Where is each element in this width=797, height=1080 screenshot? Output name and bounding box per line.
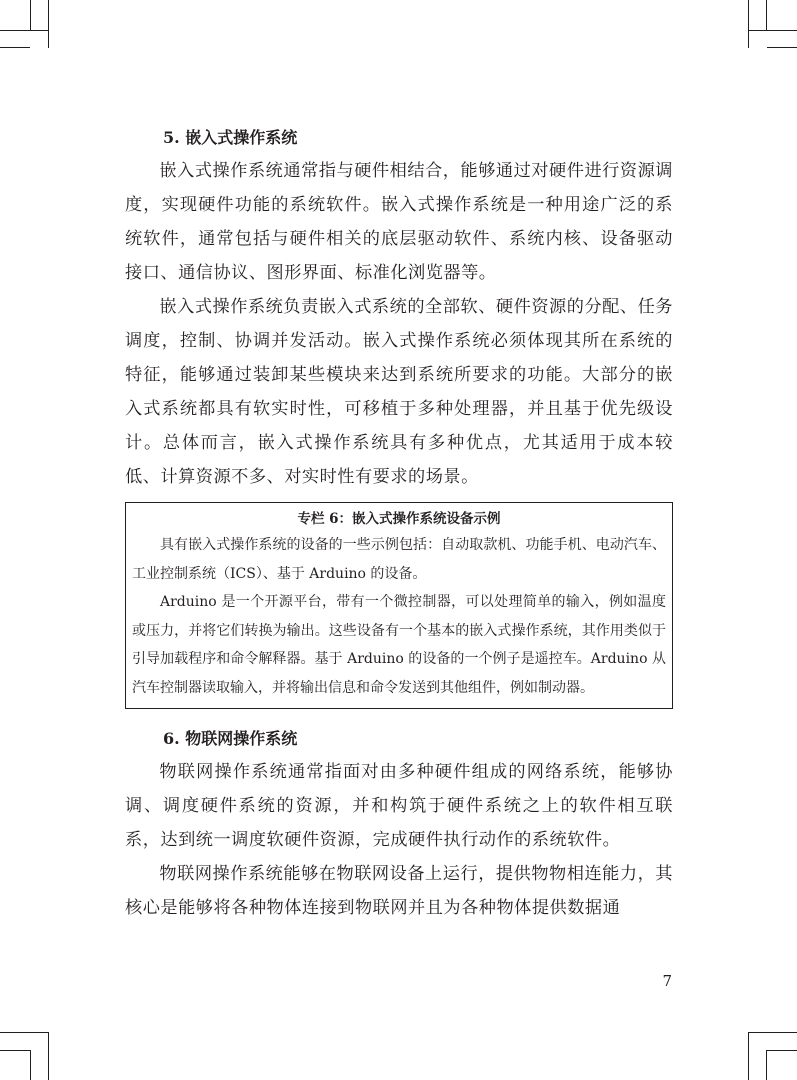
crop-mark	[0, 1032, 48, 1033]
crop-mark	[767, 1050, 797, 1051]
crop-mark	[0, 30, 48, 31]
paragraph: 嵌入式操作系统通常指与硬件相结合，能够通过对硬件进行资源调度，实现硬件功能的系统软件。嵌入式操作系统是一种用途广泛的系统软件，通常包括与硬件相关的底层驱动软件、系统内核、设备驱动接口、通信协议、图形界面、标准化浏览器等。	[125, 161, 673, 283]
crop-mark	[749, 1032, 797, 1033]
crop-mark	[30, 1050, 31, 1080]
sidebar-box	[125, 502, 673, 709]
crop-mark	[748, 0, 749, 48]
paragraph: 物联网操作系统能够在物联网设备上运行，提供物物相连能力，其核心是能够将各种物体连接到物联网并且为各种物体提供数据通	[125, 864, 673, 918]
page-body	[125, 118, 673, 925]
crop-mark	[767, 47, 797, 48]
crop-mark	[0, 1050, 30, 1051]
crop-mark	[0, 47, 30, 48]
crop-mark	[766, 1050, 767, 1080]
paragraph: 物联网操作系统通常指面对由多种硬件组成的网络系统，能够协调、调度硬件系统的资源，并和构筑于硬件系统之上的软件相互联系，达到统一调度软硬件资源，完成硬件执行动作的系统软件。	[125, 762, 673, 850]
crop-mark	[30, 0, 31, 30]
crop-mark	[748, 1032, 749, 1080]
sidebar-paragraph: Arduino 是一个开源平台，带有一个微控制器，可以处理简单的输入，例如温度或压力，并将它们转换为输出。这些设备有一个基本的嵌入式操作系统，其作用类似于引导加载程序和命令解释器。基于 Arduino 的设备的一个例子是遥控车。Arduino 从汽车控制器读取输入，并将输出信息和命令发送到其他组件，例如制动器。	[132, 594, 666, 696]
sidebar-title: 专栏 6：嵌入式操作系统设备示例	[297, 511, 501, 527]
crop-mark	[48, 1032, 49, 1080]
crop-mark	[749, 30, 797, 31]
crop-mark	[766, 0, 767, 30]
section-heading: 5. 嵌入式操作系统	[163, 128, 298, 147]
paragraph: 嵌入式操作系统负责嵌入式系统的全部软、硬件资源的分配、任务调度，控制、协调并发活动。嵌入式操作系统必须体现其所在系统的特征，能够通过装卸某些模块来达到系统所要求的功能。大部分的嵌入式系统都具有软实时性，可移植于多种处理器，并且基于优先级设计。总体而言，嵌入式操作系统具有多种优点，尤其适用于成本较低、计算资源不多、对实时性有要求的场景。	[125, 297, 673, 487]
crop-mark	[48, 0, 49, 48]
sidebar-paragraph: 具有嵌入式操作系统的设备的一些示例包括：自动取款机、功能手机、电动汽车、工业控制系统（ICS）、基于 Arduino 的设备。	[132, 537, 666, 582]
section-heading: 6. 物联网操作系统	[163, 729, 298, 748]
page-number: 7	[662, 972, 672, 990]
